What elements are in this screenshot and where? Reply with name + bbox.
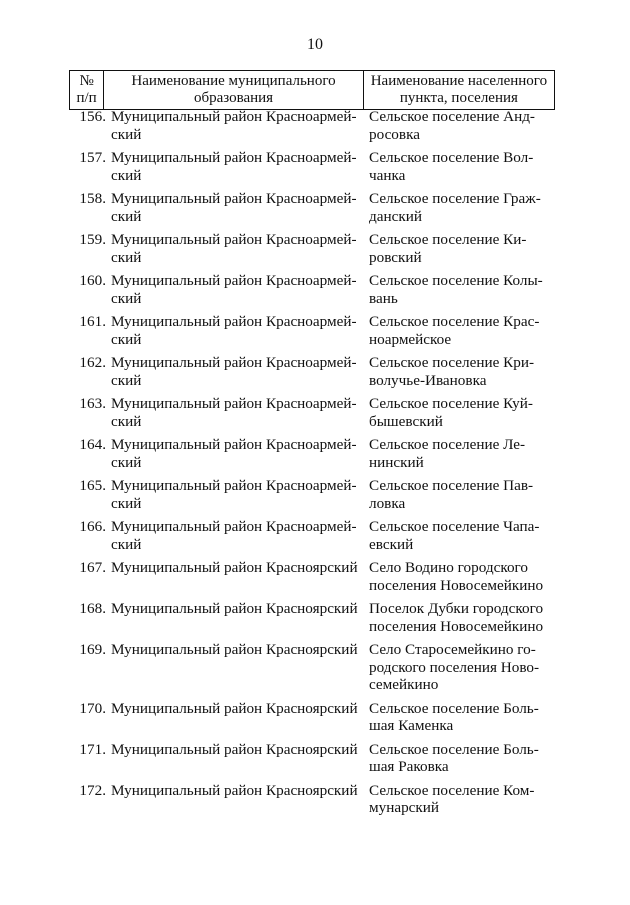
table-row bbox=[0, 436, 630, 471]
row-settlement: Сельское поселение Анд- росовка bbox=[369, 108, 535, 143]
row-settlement: Село Старосемейкино го- родского поселения Ново- семейкино bbox=[369, 641, 540, 693]
row-municipality: Муниципальный район Красноармей- ский bbox=[111, 231, 357, 266]
row-municipality: Муниципальный район Красноармей- ский bbox=[111, 313, 357, 348]
table-row bbox=[0, 272, 630, 307]
row-settlement: Сельское поселение Боль- шая Каменка bbox=[369, 699, 539, 734]
row-settlement: Сельское поселение Ле- нинский bbox=[369, 436, 526, 471]
row-municipality: Муниципальный район Красноярский bbox=[111, 600, 358, 617]
row-municipality: Муниципальный район Красноармей- ский bbox=[111, 436, 357, 471]
table-row bbox=[0, 313, 630, 348]
row-number: 161. bbox=[79, 313, 106, 330]
row-settlement: Сельское поселение Куй- бышевский bbox=[369, 395, 533, 430]
table-row bbox=[0, 395, 630, 430]
row-municipality: Муниципальный район Красноармей- ский bbox=[111, 395, 357, 430]
header-settlement: Наименование населенного пункта, поселения bbox=[363, 71, 554, 110]
row-municipality: Муниципальный район Красноярский bbox=[111, 781, 358, 799]
row-number: 166. bbox=[79, 518, 106, 535]
row-municipality: Муниципальный район Красноярский bbox=[111, 641, 358, 658]
table-row bbox=[0, 782, 630, 817]
table-row bbox=[0, 741, 630, 776]
row-number: 160. bbox=[79, 272, 106, 289]
table-row bbox=[0, 108, 630, 143]
row-municipality: Муниципальный район Красноармей- ский bbox=[111, 190, 357, 225]
table-row bbox=[0, 354, 630, 389]
table-row bbox=[0, 231, 630, 266]
row-settlement: Село Водино городского поселения Новосемейкино bbox=[369, 559, 544, 594]
row-settlement: Сельское поселение Крас- ноармейское bbox=[369, 313, 540, 348]
row-municipality: Муниципальный район Красноармей- ский bbox=[111, 272, 357, 307]
table-body bbox=[0, 108, 630, 823]
row-number: 170. bbox=[79, 699, 106, 717]
row-settlement: Поселок Дубки городского поселения Новосемейкино bbox=[369, 600, 544, 635]
row-number: 159. bbox=[79, 231, 106, 248]
row-number: 167. bbox=[79, 559, 106, 576]
row-number: 157. bbox=[79, 149, 106, 166]
row-municipality: Муниципальный район Красноармей- ский bbox=[111, 518, 357, 553]
table-row bbox=[0, 477, 630, 512]
row-number: 156. bbox=[79, 108, 106, 125]
row-number: 163. bbox=[79, 395, 106, 412]
row-settlement: Сельское поселение Граж- данский bbox=[369, 190, 541, 225]
table-row bbox=[0, 190, 630, 225]
row-municipality: Муниципальный район Красноармей- ский bbox=[111, 477, 357, 512]
row-settlement: Сельское поселение Колы- вань bbox=[369, 272, 543, 307]
row-settlement: Сельское поселение Вол- чанка bbox=[369, 149, 534, 184]
table-row bbox=[0, 559, 630, 594]
row-number: 165. bbox=[79, 477, 106, 494]
row-number: 172. bbox=[79, 781, 106, 799]
row-number: 169. bbox=[79, 641, 106, 658]
row-municipality: Муниципальный район Красноярский bbox=[111, 699, 358, 717]
row-settlement: Сельское поселение Кри- волучье-Ивановка bbox=[369, 354, 535, 389]
row-settlement: Сельское поселение Боль- шая Раковка bbox=[369, 740, 539, 775]
row-number: 171. bbox=[79, 740, 106, 758]
row-municipality: Муниципальный район Красноярский bbox=[111, 559, 358, 576]
table-row bbox=[0, 149, 630, 184]
row-settlement: Сельское поселение Ки- ровский bbox=[369, 231, 527, 266]
row-municipality: Муниципальный район Красноармей- ский bbox=[111, 108, 357, 143]
page-number: 10 bbox=[307, 36, 323, 53]
row-number: 164. bbox=[79, 436, 106, 453]
row-municipality: Муниципальный район Красноярский bbox=[111, 740, 358, 758]
row-settlement: Сельское поселение Ком- мунарский bbox=[369, 781, 535, 816]
table-row bbox=[0, 518, 630, 553]
row-municipality: Муниципальный район Красноармей- ский bbox=[111, 149, 357, 184]
row-number: 158. bbox=[79, 190, 106, 207]
row-municipality: Муниципальный район Красноармей- ский bbox=[111, 354, 357, 389]
header-municipality: Наименование муниципального образования bbox=[104, 71, 364, 110]
table-header bbox=[69, 70, 555, 110]
table-row bbox=[0, 600, 630, 635]
header-number: № п/п bbox=[70, 71, 104, 110]
row-settlement: Сельское поселение Пав- ловка bbox=[369, 477, 534, 512]
row-settlement: Сельское поселение Чапа- евский bbox=[369, 518, 540, 553]
row-number: 162. bbox=[79, 354, 106, 371]
row-number: 168. bbox=[79, 600, 106, 617]
table-row bbox=[0, 700, 630, 735]
table-row bbox=[0, 641, 630, 694]
